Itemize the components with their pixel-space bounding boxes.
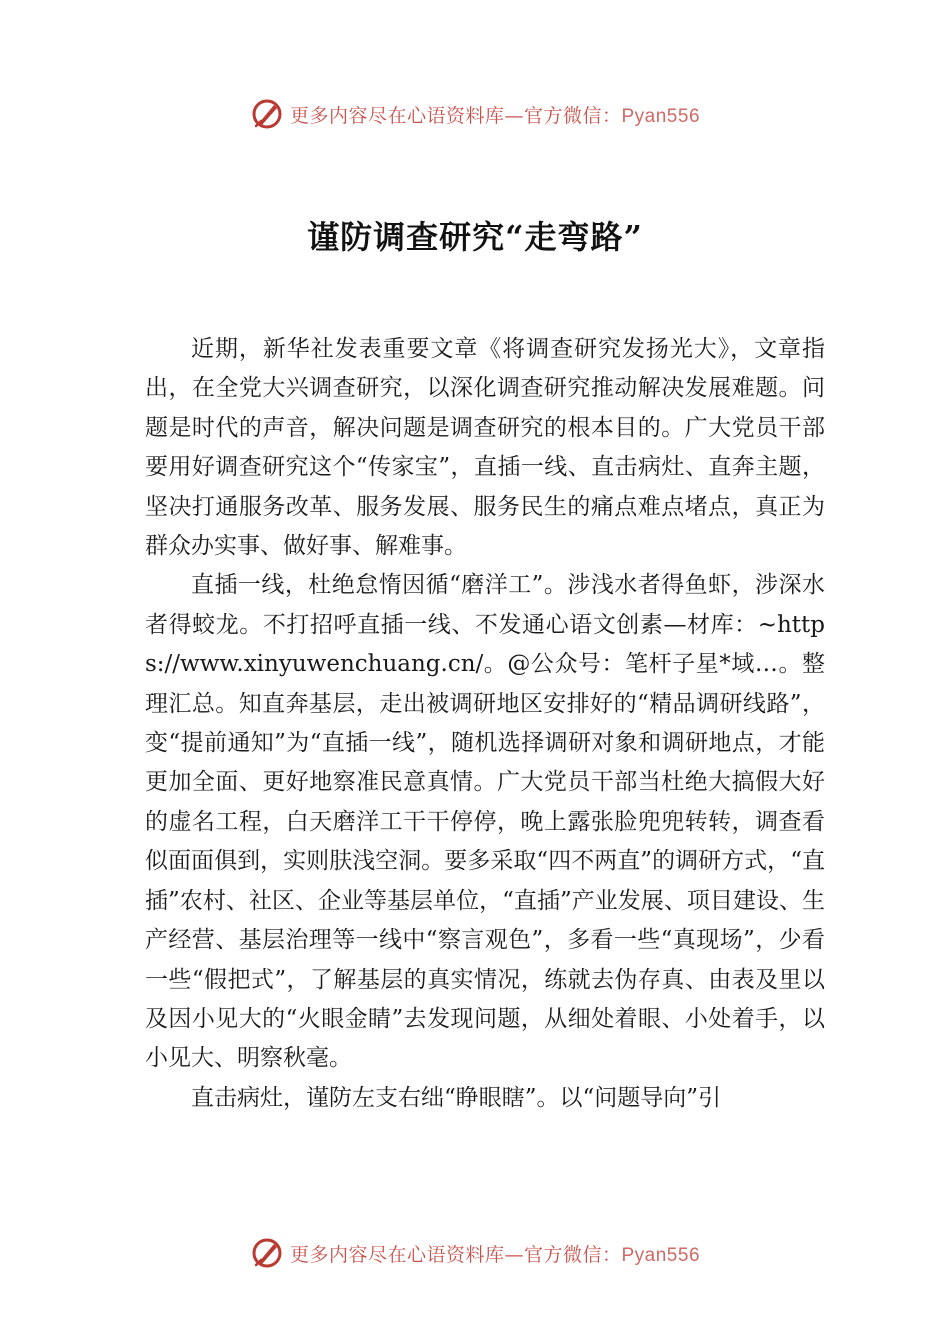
document-body (145, 330, 825, 1118)
bottom-watermark-text: 更多内容尽在心语资料库—官方微信：Pyan556 (289, 1243, 701, 1266)
paragraph-3: 直击病灶，谨防左支右绌“睁眼瞎”。以“问题导向”引 (191, 1084, 722, 1111)
bottom-watermark-banner (0, 1233, 950, 1273)
top-watermark-handle: Pyan556 (621, 105, 701, 127)
paragraph-2: 直插一线，杜绝怠惰因循“磨洋工”。涉浅水者得鱼虾，涉深水者得蛟龙。不打招呼直插一线、不发通心语文创素—材库：~https://www.xinyuwenchuang.cn/。@公众号：笔杆子星*域…。整理汇总。知直奔基层，走出被调研地区安排好的“精品调研线路”，变“提前通知”为“直插一线”，随机选择调研对象和调研地点，才能更加全面、更好地察准民意真情。广大党员干部当杜绝大搞假大好的虚名工程，白天磨洋工干干停停，晚上露张脸兜兜转转，调查看似面面俱到，实则肤浅空洞。要多采取“四不两直”的调研方式，“直插”农村、社区、企业等基层单位，“直插”产业发展、项目建设、生产经营、基层治理等一线中“察言观色”，多看一些“真现场”，少看一些“假把式”，了解基层的真实情况，练就去伪存真、由表及里以及因小见大的“火眼金睛”去发现问题，从细处着眼、小处着手，以小见大、明察秋毫。 (145, 572, 825, 1072)
quill-pen-logo-icon (250, 1236, 284, 1270)
top-watermark-text: 更多内容尽在心语资料库—官方微信：Pyan556 (289, 104, 701, 127)
top-watermark-banner (0, 94, 950, 134)
paragraph-1: 近期，新华社发表重要文章《将调查研究发扬光大》，文章指出，在全党大兴调查研究，以深化调查研究推动解决发展难题。问题是时代的声音，解决问题是调查研究的根本目的。广大党员干部要用好调查研究这个“传家宝”，直插一线、直击病灶、直奔主题，坚决打通服务改革、服务发展、服务民生的痛点难点堵点，真正为群众办实事、做好事、解难事。 (145, 336, 825, 560)
quill-pen-logo-icon (250, 97, 284, 131)
page-title: 谨防调查研究“走弯路” (307, 218, 643, 256)
bottom-watermark-handle: Pyan556 (621, 1244, 701, 1266)
